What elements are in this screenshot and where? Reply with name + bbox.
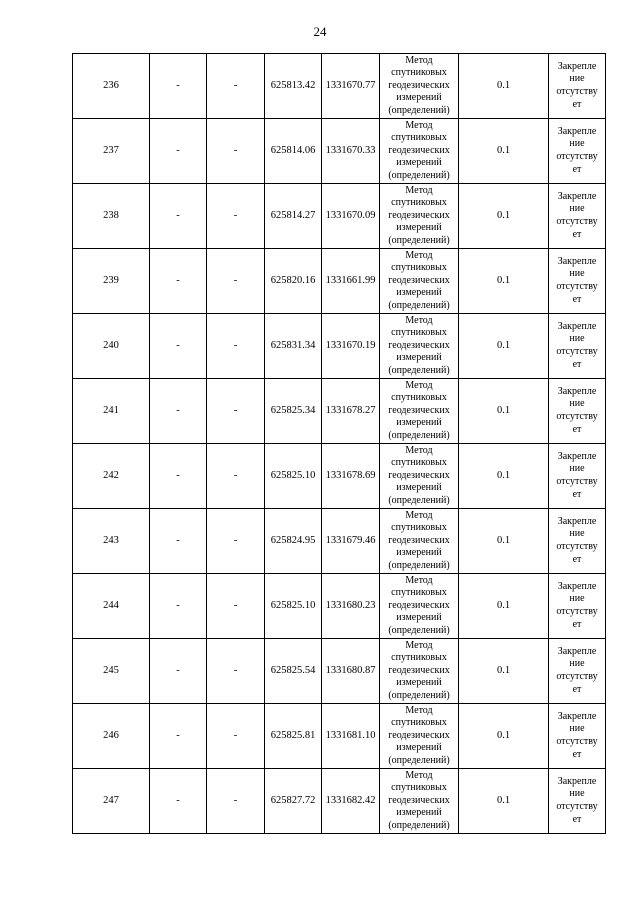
method-line: спутниковых (391, 522, 447, 534)
x-coordinate-cell: 625825.10 (265, 574, 322, 639)
x-coordinate-cell: 625814.27 (265, 184, 322, 249)
dash-cell: - (207, 379, 265, 444)
method-cell (380, 509, 459, 574)
method-line: спутниковых (391, 327, 447, 339)
fix-line: отсутству (556, 801, 598, 812)
fix-line: отсутству (556, 216, 598, 227)
point-number-cell: 244 (73, 574, 150, 639)
method-cell (380, 639, 459, 704)
method-line: геодезических (388, 469, 450, 481)
fix-line: отсутству (556, 411, 598, 422)
y-coordinate-cell: 1331680.23 (322, 574, 380, 639)
fix-line: Закрепле (557, 775, 597, 787)
dash-cell: - (207, 769, 265, 834)
fix-line: Закрепле (557, 190, 597, 202)
method-cell (380, 574, 459, 639)
point-number-cell: 238 (73, 184, 150, 249)
fix-line: Закрепле (557, 125, 597, 137)
dash-cell: - (150, 379, 207, 444)
fix-line: ние (569, 723, 585, 735)
method-line: измерений (396, 547, 442, 559)
method-line: измерений (396, 287, 442, 299)
method-line: спутниковых (391, 262, 447, 274)
dash-cell: - (207, 704, 265, 769)
accuracy-cell: 0.1 (459, 444, 549, 509)
fix-line: ние (569, 658, 585, 670)
method-line: спутниковых (391, 197, 447, 209)
method-line: геодезических (388, 664, 450, 676)
method-line: геодезических (388, 144, 450, 156)
fix-line: отсутству (556, 346, 598, 357)
method-line: (определений) (388, 234, 450, 246)
method-cell (380, 379, 459, 444)
fix-line: ет (572, 423, 582, 435)
method-cell (380, 119, 459, 184)
fix-line: Закрепле (557, 710, 597, 722)
method-line: спутниковых (391, 67, 447, 79)
method-cell (380, 314, 459, 379)
fixing-cell (549, 509, 606, 574)
dash-cell: - (150, 704, 207, 769)
fixing-cell (549, 379, 606, 444)
page-number: 24 (313, 24, 327, 39)
fix-line: ние (569, 203, 585, 215)
accuracy-cell: 0.1 (459, 769, 549, 834)
method-line: Метод (405, 574, 433, 586)
table-row (73, 704, 606, 769)
fix-line: отсутству (556, 86, 598, 97)
fix-line: ние (569, 73, 585, 85)
fix-line: ние (569, 593, 585, 605)
accuracy-cell: 0.1 (459, 314, 549, 379)
method-line: спутниковых (391, 652, 447, 664)
method-line: (определений) (388, 494, 450, 506)
method-line: (определений) (388, 819, 450, 831)
method-line: измерений (396, 352, 442, 364)
method-line: измерений (396, 742, 442, 754)
table-row (73, 119, 606, 184)
fix-line: ет (572, 618, 582, 630)
method-line: измерений (396, 482, 442, 494)
fixing-cell (549, 119, 606, 184)
fix-line: ет (572, 488, 582, 500)
dash-cell: - (150, 509, 207, 574)
fix-line: ет (572, 98, 582, 110)
table-row (73, 639, 606, 704)
table-row (73, 314, 606, 379)
dash-cell: - (150, 249, 207, 314)
dash-cell: - (150, 574, 207, 639)
fix-line: ет (572, 228, 582, 240)
accuracy-cell: 0.1 (459, 184, 549, 249)
method-cell (380, 769, 459, 834)
accuracy-cell: 0.1 (459, 379, 549, 444)
fixing-cell (549, 184, 606, 249)
fix-line: ние (569, 463, 585, 475)
fix-line: Закрепле (557, 645, 597, 657)
method-line: (определений) (388, 429, 450, 441)
method-line: (определений) (388, 559, 450, 571)
y-coordinate-cell: 1331678.69 (322, 444, 380, 509)
method-line: Метод (405, 184, 433, 196)
fix-line: ние (569, 138, 585, 150)
method-line: (определений) (388, 299, 450, 311)
x-coordinate-cell: 625825.34 (265, 379, 322, 444)
point-number-cell: 246 (73, 704, 150, 769)
fixing-cell (549, 444, 606, 509)
fix-line: Закрепле (557, 385, 597, 397)
table-row (73, 574, 606, 639)
table-row (73, 509, 606, 574)
method-line: измерений (396, 677, 442, 689)
fixing-cell (549, 249, 606, 314)
dash-cell: - (207, 249, 265, 314)
point-number-cell: 236 (73, 54, 150, 119)
fix-line: ет (572, 163, 582, 175)
method-line: спутниковых (391, 717, 447, 729)
fix-line: ет (572, 293, 582, 305)
x-coordinate-cell: 625831.34 (265, 314, 322, 379)
x-coordinate-cell: 625814.06 (265, 119, 322, 184)
accuracy-cell: 0.1 (459, 574, 549, 639)
method-line: Метод (405, 249, 433, 261)
method-line: спутниковых (391, 392, 447, 404)
method-line: (определений) (388, 364, 450, 376)
method-line: геодезических (388, 404, 450, 416)
method-cell (380, 184, 459, 249)
dash-cell: - (150, 184, 207, 249)
method-cell (380, 444, 459, 509)
fixing-cell (549, 314, 606, 379)
fix-line: ние (569, 398, 585, 410)
y-coordinate-cell: 1331680.87 (322, 639, 380, 704)
method-line: геодезических (388, 79, 450, 91)
fix-line: отсутству (556, 541, 598, 552)
accuracy-cell: 0.1 (459, 249, 549, 314)
y-coordinate-cell: 1331679.46 (322, 509, 380, 574)
method-line: Метод (405, 119, 433, 131)
method-line: (определений) (388, 104, 450, 116)
method-line: геодезических (388, 339, 450, 351)
fixing-cell (549, 639, 606, 704)
dash-cell: - (207, 119, 265, 184)
point-number-cell: 242 (73, 444, 150, 509)
method-line: (определений) (388, 624, 450, 636)
fix-line: Закрепле (557, 580, 597, 592)
method-line: геодезических (388, 274, 450, 286)
method-line: геодезических (388, 534, 450, 546)
accuracy-cell: 0.1 (459, 54, 549, 119)
fixing-cell (549, 704, 606, 769)
table-row (73, 444, 606, 509)
accuracy-cell: 0.1 (459, 119, 549, 184)
method-line: геодезических (388, 599, 450, 611)
table-row (73, 769, 606, 834)
fix-line: ние (569, 528, 585, 540)
method-line: геодезических (388, 794, 450, 806)
x-coordinate-cell: 625813.42 (265, 54, 322, 119)
method-line: спутниковых (391, 132, 447, 144)
x-coordinate-cell: 625825.81 (265, 704, 322, 769)
y-coordinate-cell: 1331682.42 (322, 769, 380, 834)
method-line: измерений (396, 612, 442, 624)
method-line: спутниковых (391, 587, 447, 599)
method-cell (380, 54, 459, 119)
y-coordinate-cell: 1331670.19 (322, 314, 380, 379)
fixing-cell (549, 574, 606, 639)
point-number-cell: 240 (73, 314, 150, 379)
y-coordinate-cell: 1331670.33 (322, 119, 380, 184)
method-line: Метод (405, 54, 433, 66)
method-line: Метод (405, 509, 433, 521)
fix-line: ет (572, 358, 582, 370)
x-coordinate-cell: 625825.54 (265, 639, 322, 704)
method-cell (380, 249, 459, 314)
method-line: Метод (405, 769, 433, 781)
method-line: измерений (396, 417, 442, 429)
table-body (73, 54, 606, 834)
fix-line: ет (572, 813, 582, 825)
table-row (73, 249, 606, 314)
method-line: Метод (405, 314, 433, 326)
x-coordinate-cell: 625825.10 (265, 444, 322, 509)
method-line: спутниковых (391, 782, 447, 794)
method-line: геодезических (388, 209, 450, 221)
point-number-cell: 237 (73, 119, 150, 184)
dash-cell: - (207, 54, 265, 119)
fixing-cell (549, 769, 606, 834)
method-line: измерений (396, 92, 442, 104)
method-line: Метод (405, 444, 433, 456)
fix-line: отсутству (556, 151, 598, 162)
x-coordinate-cell: 625827.72 (265, 769, 322, 834)
fix-line: отсутству (556, 281, 598, 292)
fix-line: отсутству (556, 736, 598, 747)
fix-line: ет (572, 748, 582, 760)
method-line: Метод (405, 379, 433, 391)
fix-line: ет (572, 553, 582, 565)
fix-line: Закрепле (557, 255, 597, 267)
point-number-cell: 239 (73, 249, 150, 314)
point-number-cell: 247 (73, 769, 150, 834)
fix-line: ет (572, 683, 582, 695)
x-coordinate-cell: 625824.95 (265, 509, 322, 574)
fix-line: ние (569, 333, 585, 345)
method-line: Метод (405, 639, 433, 651)
method-line: (определений) (388, 754, 450, 766)
point-number-cell: 243 (73, 509, 150, 574)
fix-line: отсутству (556, 671, 598, 682)
dash-cell: - (150, 639, 207, 704)
y-coordinate-cell: 1331670.77 (322, 54, 380, 119)
fix-line: отсутству (556, 606, 598, 617)
fixing-cell (549, 54, 606, 119)
dash-cell: - (150, 119, 207, 184)
fix-line: отсутству (556, 476, 598, 487)
fix-line: Закрепле (557, 320, 597, 332)
fix-line: Закрепле (557, 515, 597, 527)
point-number-cell: 245 (73, 639, 150, 704)
table-row (73, 54, 606, 119)
dash-cell: - (207, 314, 265, 379)
accuracy-cell: 0.1 (459, 509, 549, 574)
method-line: (определений) (388, 689, 450, 701)
accuracy-cell: 0.1 (459, 704, 549, 769)
dash-cell: - (207, 184, 265, 249)
y-coordinate-cell: 1331681.10 (322, 704, 380, 769)
method-line: измерений (396, 222, 442, 234)
point-number-cell: 241 (73, 379, 150, 444)
method-line: спутниковых (391, 457, 447, 469)
coordinates-table (72, 53, 606, 834)
fix-line: Закрепле (557, 450, 597, 462)
table-row (73, 184, 606, 249)
fix-line: Закрепле (557, 60, 597, 72)
method-line: Метод (405, 704, 433, 716)
y-coordinate-cell: 1331678.27 (322, 379, 380, 444)
method-line: геодезических (388, 729, 450, 741)
method-cell (380, 704, 459, 769)
dash-cell: - (207, 444, 265, 509)
x-coordinate-cell: 625820.16 (265, 249, 322, 314)
y-coordinate-cell: 1331661.99 (322, 249, 380, 314)
method-line: измерений (396, 807, 442, 819)
fix-line: ние (569, 268, 585, 280)
dash-cell: - (150, 54, 207, 119)
dash-cell: - (207, 509, 265, 574)
y-coordinate-cell: 1331670.09 (322, 184, 380, 249)
dash-cell: - (150, 769, 207, 834)
method-line: измерений (396, 157, 442, 169)
dash-cell: - (207, 574, 265, 639)
fix-line: ние (569, 788, 585, 800)
dash-cell: - (150, 444, 207, 509)
table-row (73, 379, 606, 444)
dash-cell: - (150, 314, 207, 379)
accuracy-cell: 0.1 (459, 639, 549, 704)
dash-cell: - (207, 639, 265, 704)
method-line: (определений) (388, 169, 450, 181)
